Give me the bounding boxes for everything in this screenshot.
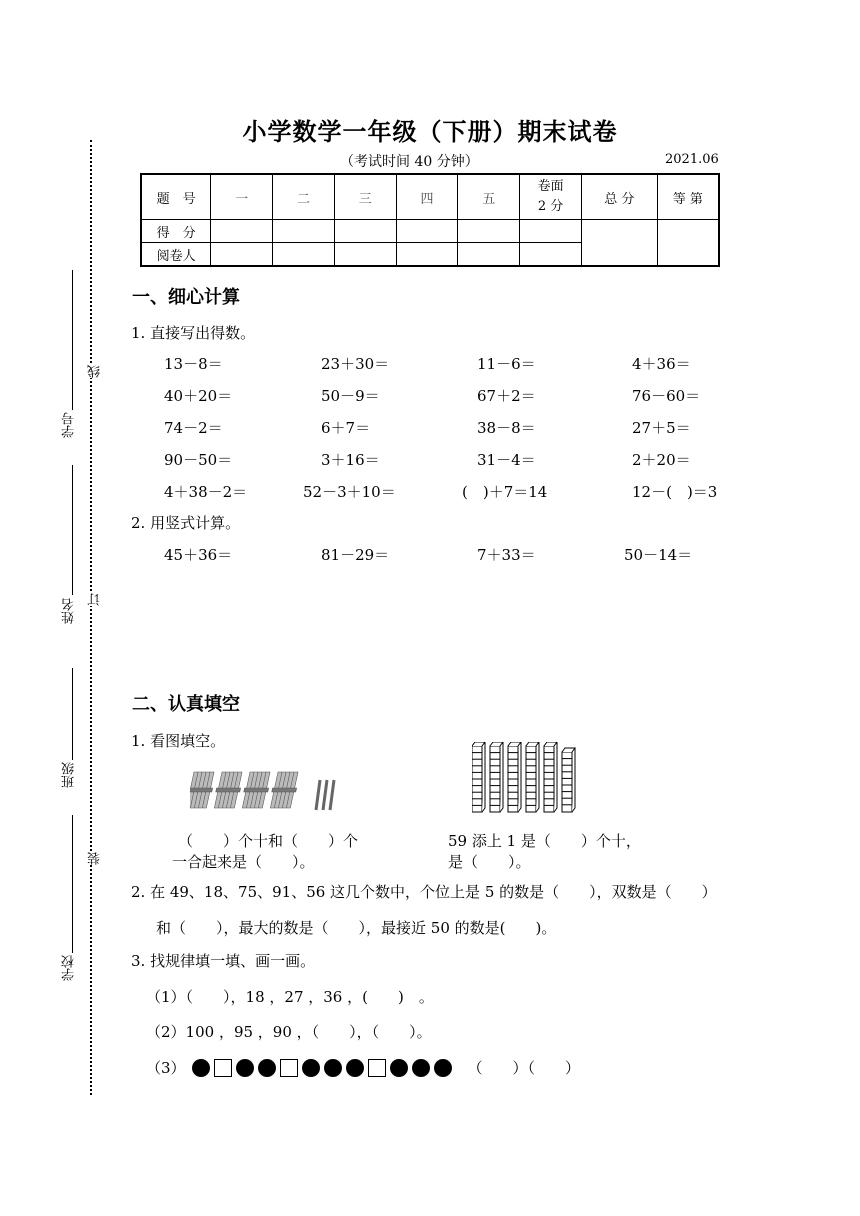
fill-blank-left-1: （ ）个十和（ ）个 — [178, 832, 359, 850]
score-header-grade: 等 第 — [657, 174, 719, 220]
pattern-item-3-label: （3） — [146, 1059, 186, 1077]
score-cell[interactable] — [396, 220, 458, 243]
equation: 76－60＝ — [632, 387, 701, 405]
score-header-4: 四 — [396, 174, 458, 220]
equation: 4＋38－2＝ — [164, 483, 248, 501]
equation: 6＋7＝ — [321, 419, 371, 437]
score-cell[interactable] — [458, 220, 520, 243]
fill-blank-right-2: 是（ ）。 — [448, 853, 531, 871]
filled-circle-shape — [324, 1059, 342, 1077]
fill-blank-right-1: 59 添上 1 是（ ）个十， — [448, 832, 641, 850]
equation: 90－50＝ — [164, 451, 233, 469]
question-2-2-line2: 和（ ），最大的数是（ ），最接近 50 的数是( )。 — [156, 919, 557, 937]
pattern-item-3 — [146, 1057, 580, 1078]
score-table — [140, 173, 720, 267]
filled-circle-shape — [236, 1059, 254, 1077]
equation: 23＋30＝ — [321, 355, 390, 373]
pattern-item-3-blanks: （ ）（ ） — [467, 1059, 581, 1077]
filled-circle-shape — [390, 1059, 408, 1077]
section1-heading: 一、细心计算 — [132, 287, 240, 308]
score-header-label: 题 号 — [141, 174, 211, 220]
shape-pattern — [192, 1059, 456, 1077]
margin-fill-line-student-id — [72, 270, 73, 410]
score-cell[interactable] — [211, 220, 273, 243]
score-header-total: 总 分 — [581, 174, 657, 220]
empty-square-shape — [214, 1059, 232, 1077]
page-title: 小学数学一年级（下册）期末试卷 — [242, 118, 618, 146]
exam-duration: （考试时间 40 分钟） — [340, 154, 479, 170]
equation: 13－8＝ — [164, 355, 223, 373]
score-row-label: 得 分 — [141, 220, 211, 243]
question-1-1: 1. 直接写出得数。 — [131, 324, 256, 342]
question-2-2-line1: 2. 在 49、18、75、91、56 这几个数中，个位上是 5 的数是（ ），双数是（ ） — [131, 883, 717, 901]
margin-label-school: 学校 — [62, 955, 77, 981]
equation: 2＋20＝ — [632, 451, 691, 469]
equation: 3＋16＝ — [321, 451, 380, 469]
margin-bind-char-line: 线 — [88, 365, 103, 378]
question-1-2: 2. 用竖式计算。 — [131, 514, 241, 532]
binding-dotted-line — [90, 140, 92, 1095]
score-cell[interactable] — [334, 220, 396, 243]
grade-cell[interactable] — [657, 220, 719, 267]
grader-cell[interactable] — [458, 243, 520, 267]
stick-bundles-image — [190, 770, 340, 814]
equation: 31－4＝ — [477, 451, 536, 469]
equation: 52－3＋10＝ — [303, 483, 396, 501]
grader-cell[interactable] — [520, 243, 582, 267]
section2-heading: 二、认真填空 — [132, 694, 240, 715]
filled-circle-shape — [192, 1059, 210, 1077]
empty-square-shape — [280, 1059, 298, 1077]
total-score-cell[interactable] — [581, 220, 657, 267]
filled-circle-shape — [434, 1059, 452, 1077]
score-cell[interactable] — [273, 220, 335, 243]
margin-fill-line-name — [72, 465, 73, 595]
question-2-1: 1. 看图填空。 — [131, 732, 226, 750]
equation: 50－9＝ — [321, 387, 380, 405]
margin-bind-char-staple: 订 — [88, 593, 103, 606]
equation: 4＋36＝ — [632, 355, 691, 373]
score-cell[interactable] — [520, 220, 582, 243]
score-header-1: 一 — [211, 174, 273, 220]
pattern-item-2: （2）100 ，95 ，90 ，（ ），（ ）。 — [146, 1023, 432, 1041]
equation: 27＋5＝ — [632, 419, 691, 437]
equation: 50－14＝ — [624, 546, 693, 564]
filled-circle-shape — [258, 1059, 276, 1077]
question-2-3: 3. 找规律填一填、画一画。 — [131, 952, 316, 970]
margin-label-name: 姓名 — [62, 598, 77, 624]
score-header-5: 五 — [458, 174, 520, 220]
equation: 11－6＝ — [477, 355, 536, 373]
grader-cell[interactable] — [334, 243, 396, 267]
equation: 67＋2＝ — [477, 387, 536, 405]
margin-bind-char-bind: 装 — [88, 852, 103, 865]
score-header-neatness: 卷面 2 分 — [520, 174, 582, 220]
margin-fill-line-class — [72, 668, 73, 760]
grader-row-label: 阅卷人 — [141, 243, 211, 267]
margin-label-class: 班级 — [62, 762, 77, 788]
pattern-item-1: （1）（ ），18 ，27 ，36 ，( ) 。 — [146, 988, 434, 1006]
equation: 74－2＝ — [164, 419, 223, 437]
filled-circle-shape — [346, 1059, 364, 1077]
empty-square-shape — [368, 1059, 386, 1077]
equation: 81－29＝ — [321, 546, 390, 564]
grader-cell[interactable] — [396, 243, 458, 267]
filled-circle-shape — [412, 1059, 430, 1077]
fill-blank-left-2: 一合起来是（ ）。 — [172, 853, 315, 871]
equation: ( )＋7＝14 — [462, 483, 548, 501]
margin-fill-line-school — [72, 815, 73, 953]
score-header-2: 二 — [273, 174, 335, 220]
equation: 7＋33＝ — [477, 546, 536, 564]
filled-circle-shape — [302, 1059, 320, 1077]
margin-label-student-id: 学号 — [62, 412, 77, 438]
grader-cell[interactable] — [273, 243, 335, 267]
equation: 38－8＝ — [477, 419, 536, 437]
exam-date: 2021.06 — [665, 152, 719, 167]
grader-cell[interactable] — [211, 243, 273, 267]
equation: 12－( )＝3 — [632, 483, 718, 501]
cube-towers-image — [472, 742, 578, 814]
equation: 45＋36＝ — [164, 546, 233, 564]
score-header-3: 三 — [334, 174, 396, 220]
equation: 40＋20＝ — [164, 387, 233, 405]
